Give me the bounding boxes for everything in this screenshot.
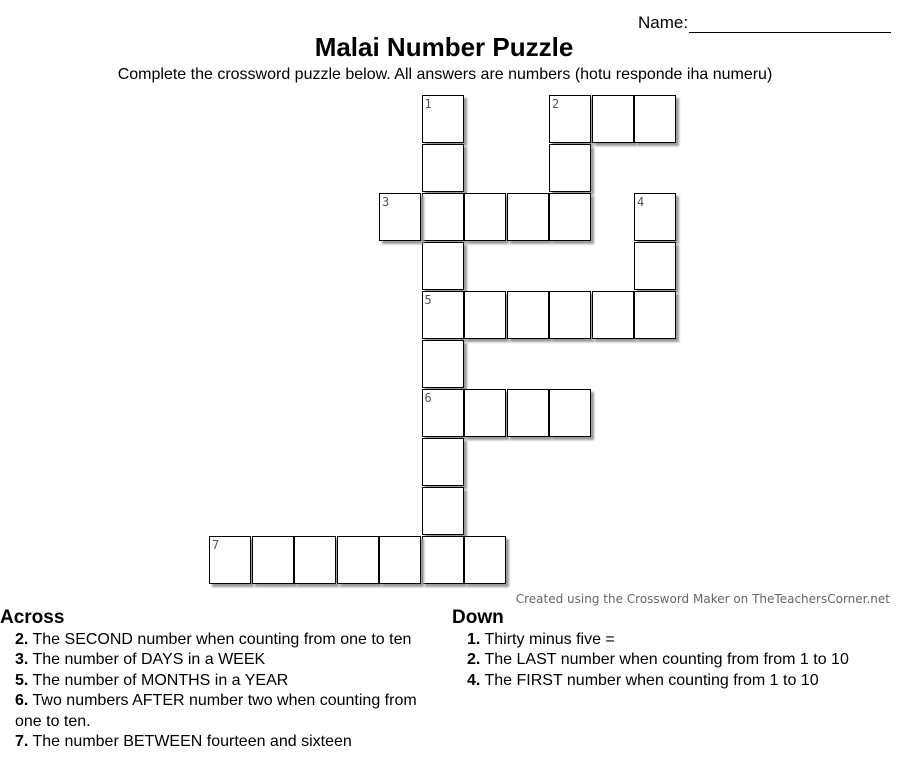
grid-cell[interactable] xyxy=(379,193,421,241)
across-clue: 6. Two numbers AFTER number two when counting from one to ten. xyxy=(15,692,417,730)
grid-cell[interactable] xyxy=(252,536,294,584)
clue-number: 6 xyxy=(424,391,432,405)
down-clue: 4. The FIRST number when counting from 1 to 10 xyxy=(467,671,819,689)
across-clue: 2. The SECOND number when counting from one to ten xyxy=(15,630,412,648)
grid-cell[interactable] xyxy=(592,95,634,143)
grid-cell[interactable] xyxy=(422,291,464,339)
grid-cell[interactable] xyxy=(422,438,464,486)
grid-cell[interactable] xyxy=(422,242,464,290)
clue-number: 5 xyxy=(424,293,432,307)
down-clue: 2. The LAST number when counting from from 1 to 10 xyxy=(467,651,849,668)
grid-cell[interactable] xyxy=(549,193,591,241)
down-clues xyxy=(452,608,897,691)
down-heading: Down xyxy=(452,607,504,628)
down-clue: 1. Thirty minus five = xyxy=(467,630,615,648)
grid-cell[interactable] xyxy=(634,95,676,143)
grid-cell[interactable] xyxy=(422,487,464,535)
grid-cell[interactable] xyxy=(634,242,676,290)
grid-cell[interactable] xyxy=(634,291,676,339)
grid-cell[interactable] xyxy=(507,291,549,339)
credit-text: Created using the Crossword Maker on TheTeachersCorner.net xyxy=(515,592,890,606)
grid-cell[interactable] xyxy=(379,536,421,584)
puzzle-title: Malai Number Puzzle xyxy=(314,32,574,62)
grid-cell[interactable] xyxy=(634,193,676,241)
across-clue: 5. The number of MONTHS in a YEAR xyxy=(15,671,289,689)
grid-cell[interactable] xyxy=(209,536,251,584)
grid-cell[interactable] xyxy=(422,144,464,192)
grid-cell[interactable] xyxy=(464,193,506,241)
grid-cell[interactable] xyxy=(549,95,591,143)
grid-cell[interactable] xyxy=(549,144,591,192)
across-heading: Across xyxy=(0,607,65,628)
grid-cell[interactable] xyxy=(422,95,464,143)
grid-cell[interactable] xyxy=(422,193,464,241)
grid-cell[interactable] xyxy=(294,536,336,584)
clue-number: 7 xyxy=(212,538,220,552)
grid-cell[interactable] xyxy=(337,536,379,584)
grid-cell[interactable] xyxy=(464,389,506,437)
grid-cell[interactable] xyxy=(549,389,591,437)
grid-cell[interactable] xyxy=(422,389,464,437)
grid-cell[interactable] xyxy=(507,193,549,241)
clue-number: 4 xyxy=(637,195,645,209)
grid-cell[interactable] xyxy=(464,291,506,339)
clue-number: 3 xyxy=(382,195,390,209)
grid-cell[interactable] xyxy=(422,536,464,584)
across-clues xyxy=(0,608,440,753)
clue-number: 1 xyxy=(424,97,432,111)
clue-number: 2 xyxy=(552,97,560,111)
grid-cell[interactable] xyxy=(507,389,549,437)
grid-cell[interactable] xyxy=(464,536,506,584)
puzzle-instructions: Complete the crossword puzzle below. All answers are numbers (hotu responde iha numeru) xyxy=(117,66,773,83)
name-label: Name: xyxy=(638,13,689,32)
across-clue: 3. The number of DAYS in a WEEK xyxy=(15,651,266,668)
grid-cell[interactable] xyxy=(592,291,634,339)
across-clue: 7. The number BETWEEN fourteen and sixteen xyxy=(15,733,352,750)
grid-cell[interactable] xyxy=(549,291,591,339)
grid-cell[interactable] xyxy=(422,340,464,388)
